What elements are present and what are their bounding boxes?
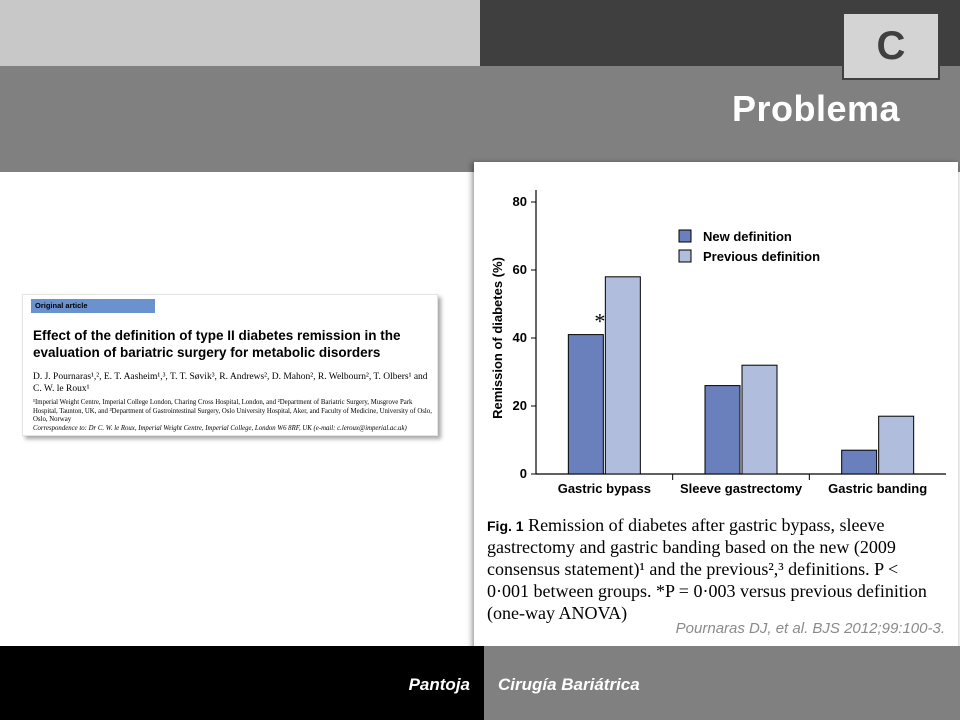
article-header-image bbox=[22, 294, 438, 436]
y-axis-label: Remission of diabetes (%) bbox=[490, 257, 505, 419]
article-tag: Original article bbox=[31, 299, 155, 313]
bar bbox=[568, 335, 603, 474]
article-title: Effect of the definition of type II diabetes remission in the evaluation of bariatric surgery for metabolic disorders bbox=[33, 328, 401, 360]
y-tick-label: 80 bbox=[512, 194, 527, 209]
bar bbox=[742, 365, 777, 474]
figure-caption-label: Fig. 1 bbox=[487, 518, 524, 534]
bar bbox=[605, 277, 640, 474]
footer-author: Pantoja bbox=[408, 675, 470, 694]
article-correspondence: Correspondence to: Dr C. W. le Roux, Imperial Weight Centre, Imperial College, London W6 8RF, UK (e-mail: c.leroux@imperial.ac.uk) bbox=[33, 424, 407, 432]
article-affiliations bbox=[33, 399, 433, 433]
y-tick-label: 0 bbox=[519, 466, 527, 481]
figure-caption bbox=[487, 514, 942, 624]
legend-swatch bbox=[679, 250, 691, 262]
section-badge: C bbox=[842, 12, 940, 80]
significance-annotation: * bbox=[594, 308, 606, 334]
x-tick-label: Gastric bypass bbox=[557, 481, 651, 496]
footer-topic: Cirugía Bariátrica bbox=[498, 675, 640, 694]
bar-chart bbox=[474, 162, 958, 502]
header-band-left bbox=[0, 0, 480, 66]
bar bbox=[842, 450, 877, 474]
figure-caption-text: Remission of diabetes after gastric bypass, sleeve gastrectomy and gastric banding based on the new (2009 consensus statement)¹ and the previous²,³ definitions. P < 0·001 between groups. *P = 0·003 versus previous definition (one-way ANOVA) bbox=[487, 515, 927, 623]
y-tick-label: 40 bbox=[512, 330, 527, 345]
x-tick-label: Gastric banding bbox=[828, 481, 928, 496]
bar bbox=[879, 416, 914, 474]
y-tick-label: 60 bbox=[512, 262, 527, 277]
x-tick-label: Sleeve gastrectomy bbox=[679, 481, 803, 496]
page-title: Problema bbox=[731, 88, 900, 129]
article-authors: D. J. Pournaras¹,², E. T. Aasheim¹,³, T. T. Søvik³, R. Andrews², D. Mahon², R. Welbourn², T. Olbers¹ and C. W. le Roux¹ bbox=[33, 372, 428, 394]
legend-label: New definition bbox=[703, 229, 792, 244]
figure-panel bbox=[474, 162, 958, 656]
legend-swatch bbox=[679, 230, 691, 242]
bar bbox=[705, 386, 740, 474]
y-tick-label: 20 bbox=[512, 398, 527, 413]
legend-label: Previous definition bbox=[703, 249, 821, 264]
citation: Pournaras DJ, et al. BJS 2012;99:100-3. bbox=[675, 620, 945, 637]
article-affiliations-text: ¹Imperial Weight Centre, Imperial College London, Charing Cross Hospital, London, and ²Department of Bariatric Surgery, Musgrove Park Hospital, Taunton, UK, and ³Department of Gastrointestinal Surgery, Oslo University Hospital, Aker, and Faculty of Medicine, University of Oslo, Oslo, Norway bbox=[33, 399, 432, 423]
